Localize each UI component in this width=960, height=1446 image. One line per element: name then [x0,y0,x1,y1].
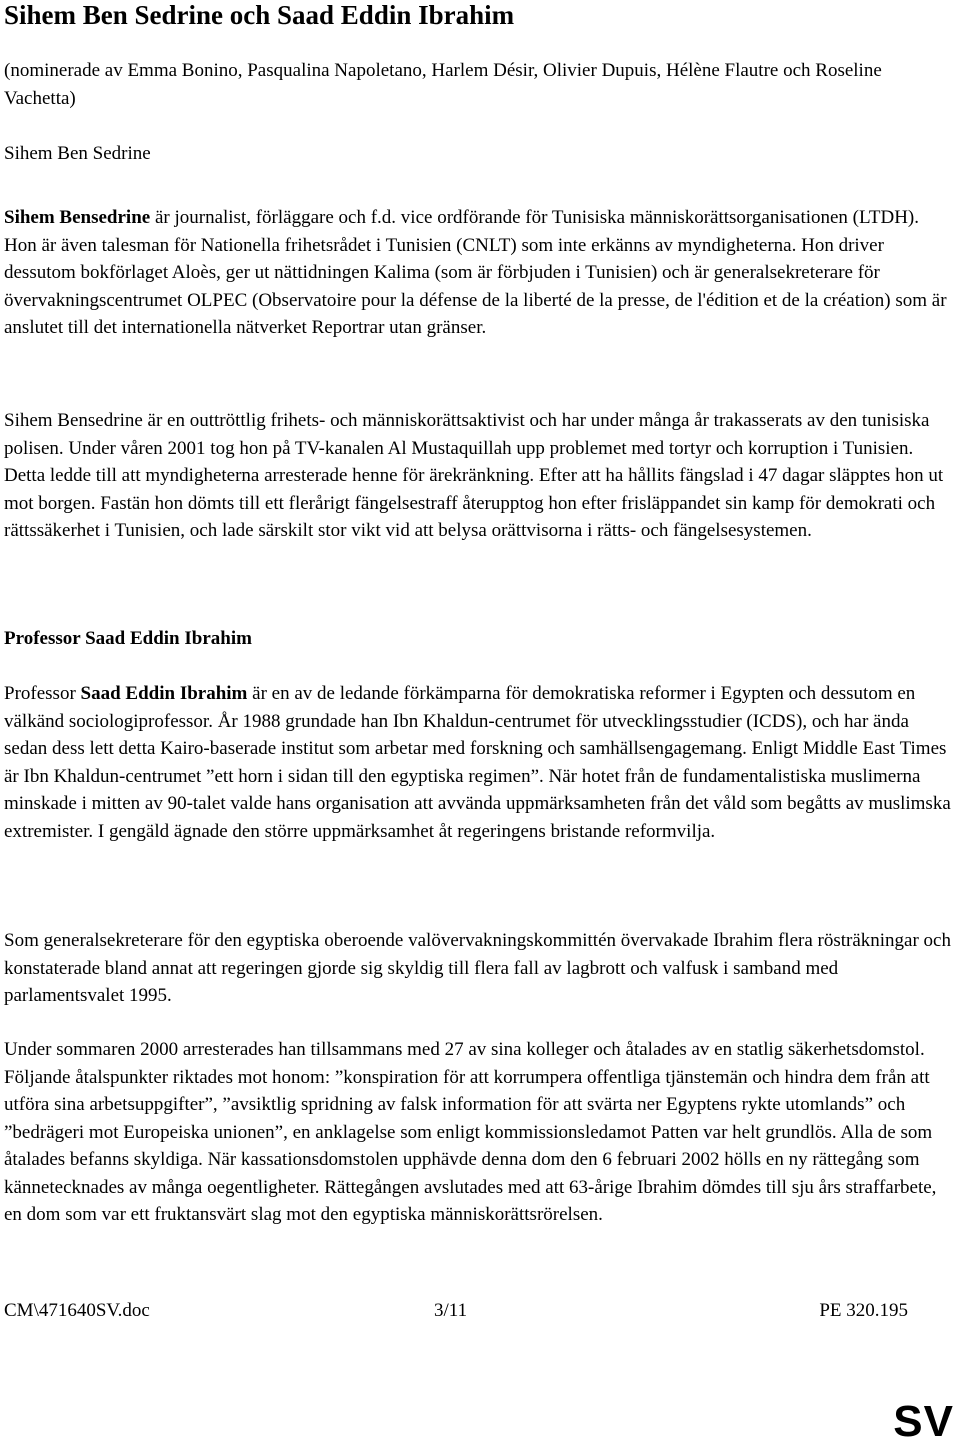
nominees-paragraph: (nominerade av Emma Bonino, Pasqualina Napoletano, Harlem Désir, Olivier Dupuis, Hélène Flautre och Roseline Vachetta) [4,60,882,109]
section2-heading: Professor Saad Eddin Ibrahim [4,628,252,649]
section1-paragraph2: Sihem Bensedrine är en outtröttlig frihets- och människorättsaktivist och har under många år trakasserats av den tunisiska polisen. Under våren 2001 tog hon på TV-kanalen Al Mustaquillah upp problemet med tortyr och korruption i Tunisien. Detta ledde till att myndigheterna arresterade henne för ärekränkning. Efter att ha hållits fängslad i 47 dagar släpptes hon ut mot borgen. Fastän hon dömts till ett flerårigt fängelsestraff återupptog hon efter frisläppandet sin kamp för demokrati och rättssäkerhet i Tunisien, och lade särskilt stor vikt vid att belysa orättvisorna i rätts- och fängelsesystemen. [4,410,944,541]
section2-paragraph1 [4,680,956,845]
language-code-label: SV [893,1397,954,1446]
section1-paragraph1-text: är journalist, förläggare och f.d. vice ordförande för Tunisiska människorättsorganisationen (LTDH). Hon är även talesman för Nationella frihetsrådet i Tunisien (CNLT) som inte erkänns av myndigheterna. Hon driver dessutom bokförlaget Aloès, ger ut nättidningen Kalima (som är förbjuden i Tunisien) och är generalsekreterare för övervakningscentrumet OLPEC (Observatoire pour la défense de la liberté de la presse, de l'édition et de la création) som är anslutet till det internationella nätverket Reportrar utan gränser. [4,207,947,338]
section2-paragraph1-text: är en av de ledande förkämparna för demokratiska reformer i Egypten och dessutom en välkänd sociologiprofessor. År 1988 grundade han Ibn Khaldun-centrumet för utvecklingsstudier (ICDS), och har ända sedan dess lett detta Kairo-baserade institut som arbetar med forskning och samhällsengagemang. Enligt Middle East Times är Ibn Khaldun-centrumet ”ett horn i sidan till den egyptiska regimen”. När hotet från de fundamentalistiska muslimerna minskade i mitten av 90-talet valde hans organisation att avvända uppmärksamheten från det våld som begåtts av muslimska extremister. I gengäld ägnade den större uppmärksamhet åt regeringens bristande reformvilja. [4,683,951,842]
section2-paragraph3: Under sommaren 2000 arresterades han tillsammans med 27 av sina kolleger och åtalades av en statlig säkerhetsdomstol. Följande åtalspunkter riktades mot honom: ”konspiration för att korrumpera offentliga tjänstemän och hindra dem från att utföra sina arbetsuppgifter”, ”avsiktlig spridning av falsk information för att svärta ner Egyptens rykte utomlands” och ”bedrägeri mot Europeiska unionen”, en anklagelse som enligt kommissionsledamot Patten var helt grundlös. Alla de som åtalades befanns skyldiga. När kassationsdomstolen upphävde denna dom den 6 februari 2002 hölls en ny rättegång som kännetecknades av många oegentligheter. Rättegången avslutades med att 63-årige Ibrahim dömdes till sju års straffarbete, en dom som var ett fruktansvärt slag mot den egyptiska människorättsrörelsen. [4,1039,937,1225]
footer-page-number: 3/11 [434,1300,468,1321]
section2-paragraph1-prefix: Professor [4,683,81,704]
page-title: Sihem Ben Sedrine och Saad Eddin Ibrahim [4,0,515,30]
footer-pe-ref: PE 320.195 [819,1300,908,1321]
section1-heading: Sihem Ben Sedrine [4,143,151,164]
section1-paragraph1 [4,204,956,342]
page-footer [4,1300,908,1328]
section2-name-bold: Saad Eddin Ibrahim [80,683,248,704]
section1-name-bold: Sihem Bensedrine [4,207,151,228]
section2-paragraph2: Som generalsekreterare för den egyptiska oberoende valövervakningskommittén övervakade Ibrahim flera rösträkningar och konstaterade bland annat att regeringen gjorde sig skyldig till flera fall av lagbrott och valfusk i samband med parlamentsvalet 1995. [4,930,951,1006]
footer-doc-ref: CM\471640SV.doc [4,1300,150,1321]
